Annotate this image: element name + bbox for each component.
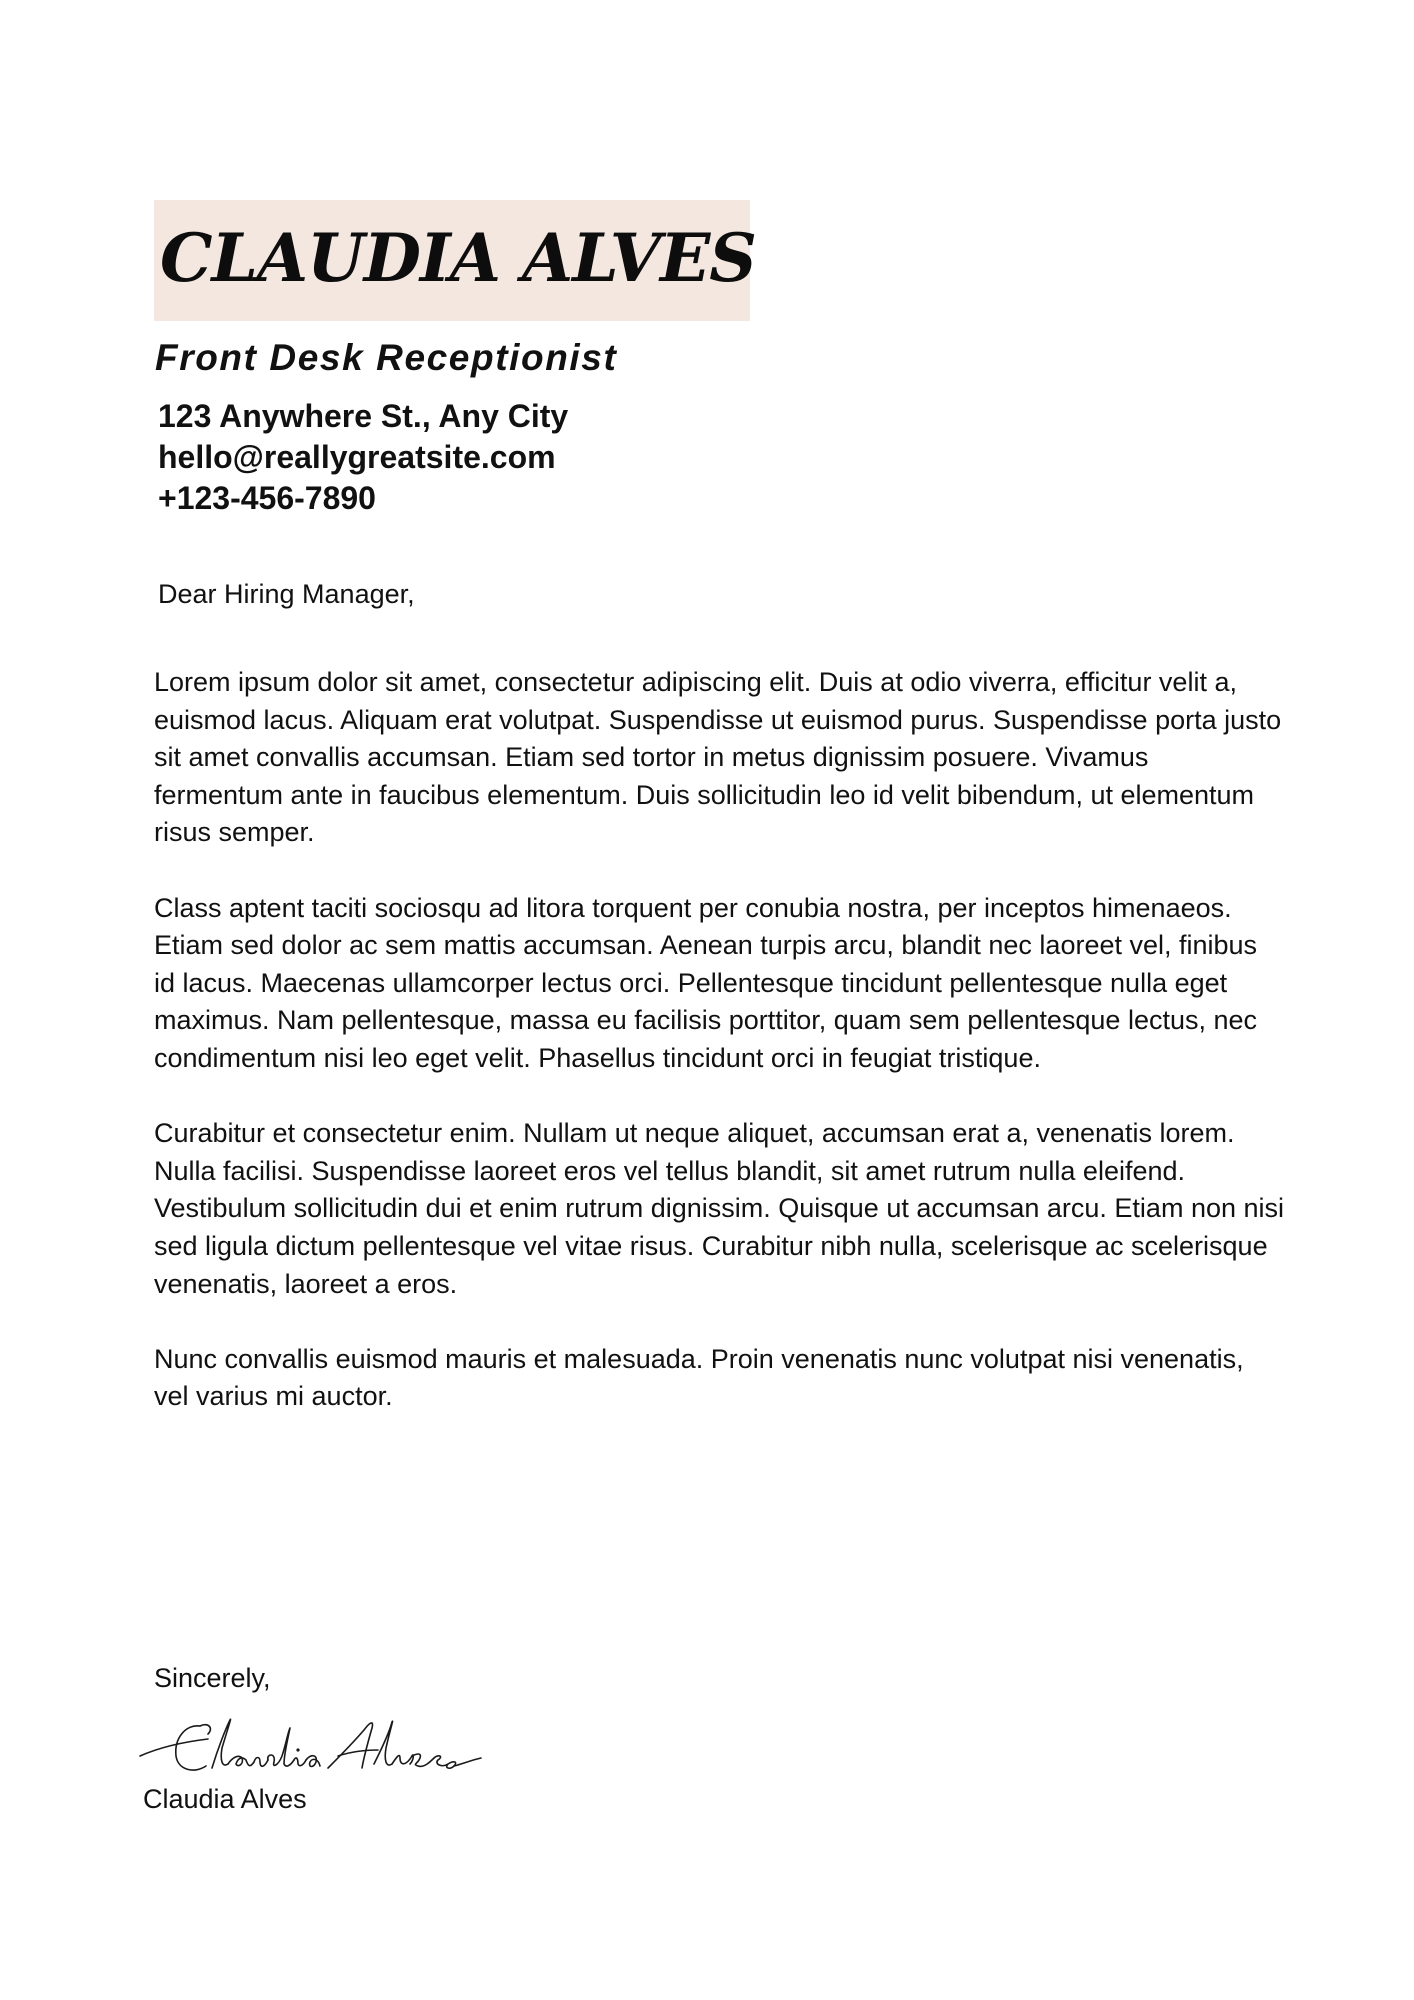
contact-details — [158, 396, 568, 519]
letter-body — [154, 664, 1284, 1453]
contact-address: 123 Anywhere St., Any City — [158, 398, 569, 434]
handwritten-signature — [138, 1708, 483, 1786]
letter-closing: Sincerely, — [154, 1663, 271, 1693]
body-paragraph: Curabitur et consectetur enim. Nullam ut neque aliquet, accumsan erat a, venenatis lorem. Nulla facilisi. Suspendisse laoreet eros vel tellus blandit, sit amet rutrum nulla eleifend. Vestibulum sollicitudin dui et enim rutrum dignissim. Quisque ut accumsan arcu. Etiam non nisi sed ligula dictum pellentesque vel vitae risus. Curabitur nibh nulla, scelerisque ac scelerisque venenatis, laoreet a eros. — [154, 1118, 1285, 1299]
contact-email: hello@reallygreatsite.com — [158, 439, 556, 475]
contact-phone: +123-456-7890 — [158, 480, 376, 516]
body-paragraph: Lorem ipsum dolor sit amet, consectetur adipiscing elit. Duis at odio viverra, efficitur velit a, euismod lacus. Aliquam erat volutpat. Suspendisse ut euismod purus. Suspendisse porta justo sit amet convallis accumsan. Etiam sed tortor in metus dignissim posuere. Vivamus fermentum ante in faucibus elementum. Duis sollicitudin leo id velit bibendum, ut elementum risus semper. — [154, 667, 1282, 848]
job-title: Front Desk Receptionist — [155, 337, 618, 378]
body-paragraph: Class aptent taciti sociosqu ad litora torquent per conubia nostra, per inceptos himenaeos. Etiam sed dolor ac sem mattis accumsan. Aenean turpis arcu, blandit nec laoreet vel, finibus id lacus. Maecenas ullamcorper lectus orci. Pellentesque tincidunt pellentesque nulla eget maximus. Nam pellentesque, massa eu facilisis porttitor, quam sem pellentesque lectus, nec condimentum nisi leo eget velit. Phasellus tincidunt orci in feugiat tristique. — [154, 892, 1258, 1073]
applicant-name: CLAUDIA ALVES — [160, 219, 756, 297]
letter-greeting: Dear Hiring Manager, — [158, 579, 415, 609]
signer-name: Claudia Alves — [143, 1784, 307, 1814]
body-paragraph: Nunc convallis euismod mauris et malesuada. Proin venenatis nunc volutpat nisi venenatis, vel varius mi auctor. — [154, 1343, 1244, 1412]
